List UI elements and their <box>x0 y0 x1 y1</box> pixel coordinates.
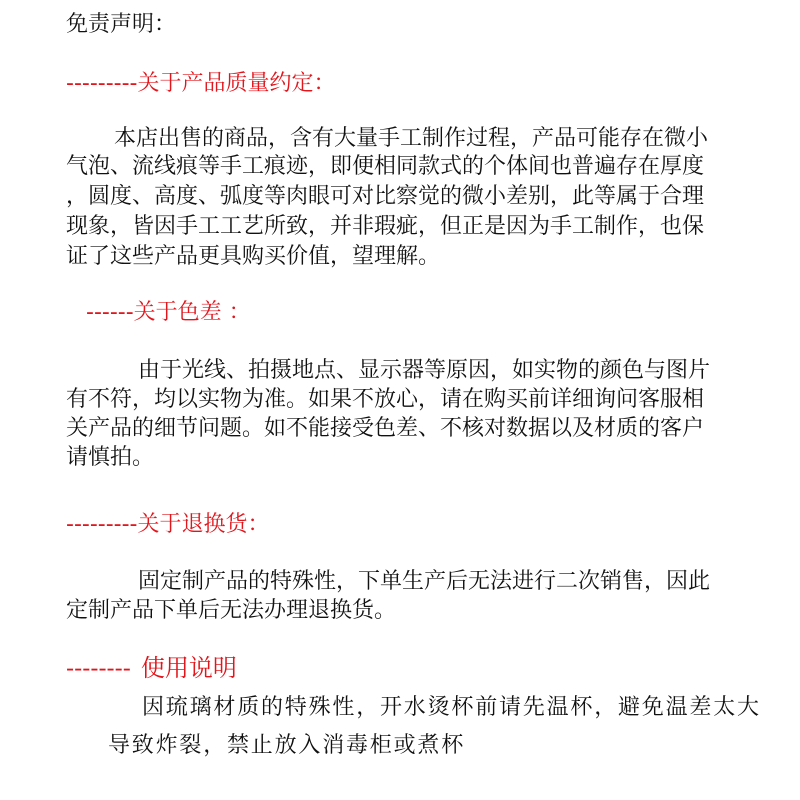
paragraph-line: 关产品的细节问题。如不能接受色差、不核对数据以及材质的客户 <box>66 416 705 441</box>
paragraph-line: 由于光线、拍摄地点、显示器等原因，如实物的颜色与图片 <box>138 358 711 383</box>
section-title-text: 使用说明 <box>140 654 237 682</box>
paragraph-line: 导致炸裂，禁止放入消毒柜或煮杯 <box>108 733 466 758</box>
paragraph-line: ，圆度、高度、弧度等肉眼可对比察觉的微小差别，此等属于合理 <box>66 184 705 209</box>
section-title-text: 关于退换货： <box>137 512 270 537</box>
paragraph-line: 有不符，均以实物为准。如果不放心，请在购买前详细询问客服相 <box>66 387 705 412</box>
page-title: 免责声明： <box>66 12 177 37</box>
section-title-returns <box>66 514 269 536</box>
paragraph-line: 定制产品下单后无法办理退换货。 <box>66 598 397 623</box>
section-title-usage <box>66 656 237 680</box>
paragraph-line: 固定制产品的特殊性，下单生产后无法进行二次销售，因此 <box>138 569 711 594</box>
section-title-quality <box>66 73 335 95</box>
paragraph-line: 气泡、流线痕等手工痕迹，即便相同款式的个体间也普遍存在厚度 <box>66 154 705 179</box>
section-dashes: ------ <box>86 300 134 325</box>
paragraph-line: 请慎拍。 <box>66 445 155 470</box>
section-dashes: -------- <box>66 654 131 682</box>
section-dashes: --------- <box>66 512 138 537</box>
section-dashes: --------- <box>66 71 138 96</box>
paragraph-line: 因琉璃材质的特殊性，开水烫杯前请先温杯，避免温差太大 <box>142 695 761 720</box>
section-title-text: 关于色差 ： <box>133 300 251 325</box>
paragraph-line: 证了这些产品更具购买价值，望理解。 <box>66 244 441 269</box>
paragraph-line: 本店出售的商品，含有大量手工制作过程，产品可能存在微小 <box>114 126 709 151</box>
section-title-text: 关于产品质量约定： <box>137 71 336 96</box>
paragraph-line: 现象，皆因手工工艺所致，并非瑕疵，但正是因为手工制作，也保 <box>66 214 705 239</box>
section-title-color <box>86 302 251 324</box>
